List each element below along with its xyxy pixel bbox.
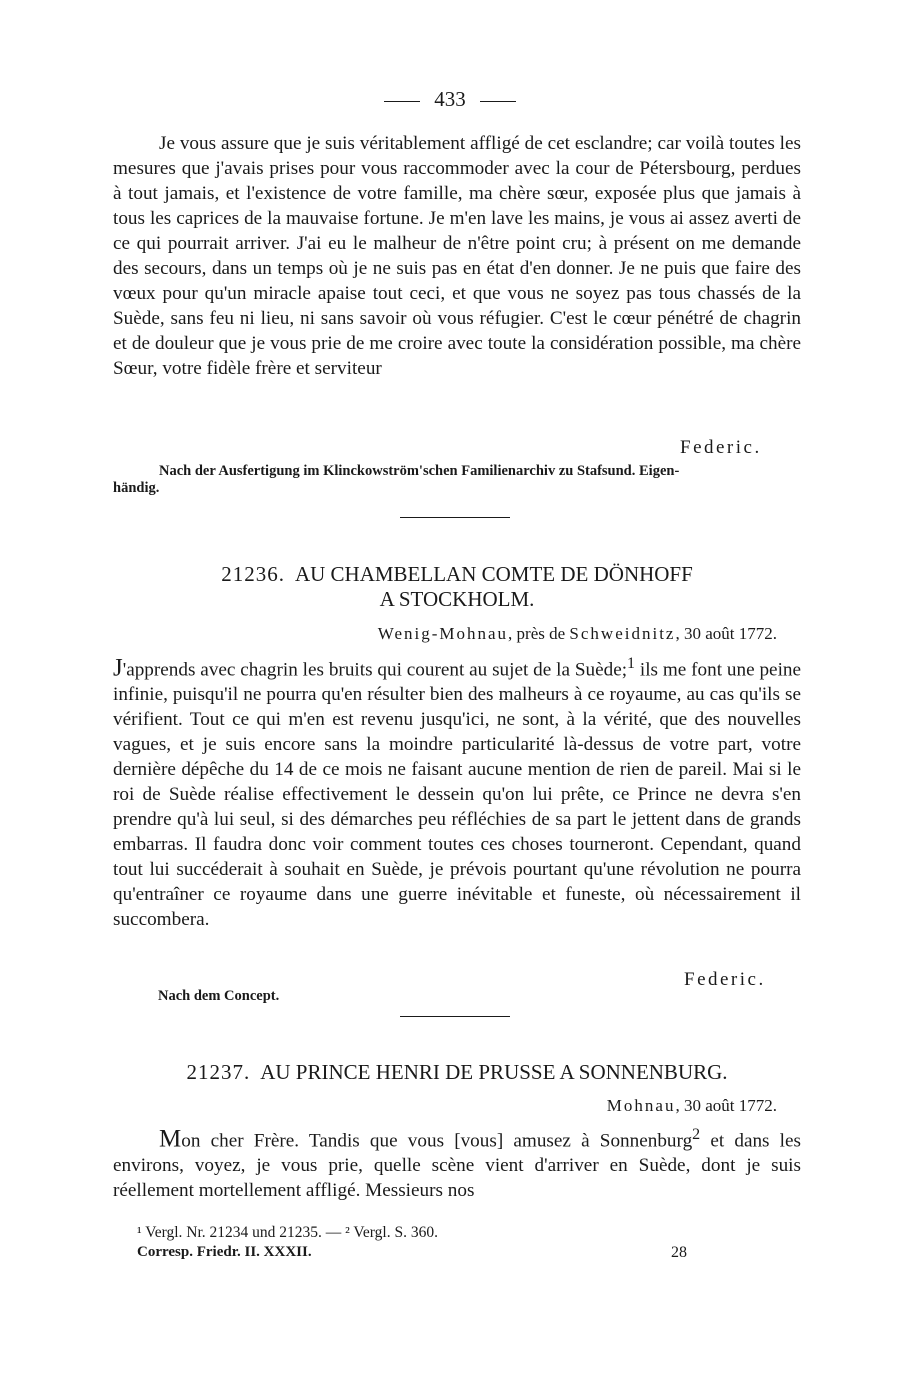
- page-number-dash-left: [384, 101, 420, 102]
- footnote-line: ¹ Vergl. Nr. 21234 und 21235. — ² Vergl. S. 360.: [137, 1224, 438, 1241]
- footnote-ref-1: 1: [627, 655, 636, 672]
- letter-21236-number: 21236.: [221, 562, 285, 586]
- letter-21237-dropcap: M: [159, 1125, 182, 1153]
- letter-21236-date: , 30 août 1772.: [675, 624, 777, 643]
- page-number: [0, 87, 900, 112]
- previous-letter-body: [113, 131, 801, 381]
- sheet-number: 28: [671, 1244, 687, 1261]
- letter-21236-text-start: 'apprends avec chagrin les bruits qui courent au sujet de la Suède;: [122, 659, 628, 681]
- letter-21237-recipient: AU PRINCE HENRI DE PRUSSE A SONNENBURG.: [260, 1060, 728, 1084]
- letter-21236-recipient: AU CHAMBELLAN COMTE DE DÖNHOFF: [294, 562, 693, 586]
- letter-21237-dateline: [113, 1096, 777, 1116]
- letter-21237-place: Mohnau: [606, 1096, 676, 1115]
- footnote-ref-2: 2: [692, 1126, 701, 1143]
- page-number-dash-right: [480, 101, 516, 102]
- separator-rule: [400, 517, 510, 518]
- letter-21237-body: [113, 1122, 801, 1203]
- letter-21237-text-start: on cher Frère. Tandis que vous [vous] amusez à Sonnenburg: [181, 1130, 693, 1152]
- letter-21236-heading: [113, 562, 801, 612]
- separator-rule: [400, 1016, 510, 1017]
- letter-21237-heading: [113, 1060, 801, 1085]
- collection-signature: Corresp. Friedr. II. XXXII.: [137, 1244, 312, 1260]
- previous-letter-source-note: [113, 463, 801, 497]
- source-note-line-2: händig.: [113, 480, 160, 496]
- letter-21236-body: [113, 651, 801, 932]
- letter-21237-text-rest: et dans les environs, voyez, je vous prie, quelle scène vient d'arriver en Suède, dont je suis réellement mortellement affligé. Messieurs nos: [113, 1130, 802, 1202]
- letter-21236-paragraph: [113, 651, 801, 932]
- letter-21236-heading-line-2: A STOCKHOLM.: [379, 587, 535, 611]
- letter-21236-heading-line-1: [113, 562, 801, 587]
- letter-21236-dropcap: J: [113, 654, 123, 682]
- letter-21236-place2: Schweidnitz: [569, 624, 676, 643]
- previous-letter-signature: Federic.: [680, 437, 762, 458]
- previous-letter-paragraph: Je vous assure que je suis véritablement affligé de cet esclandre; car voilà toutes les mesures que j'avais prises pour vous raccommoder avec la cour de Pétersbourg, perdues à tout jamais, et l'existence de votre famille, ma chère sœur, exposée plus que jamais à tous les caprices de la mauvaise fortune. Je m'en lave les mains, je vous ai assez averti de ce qui pourrait arriver. J'ai eu le malheur de n'être point cru; à présent on me demande des secours, dans un temps où je ne suis pas en état d'en donner. Je ne puis que faire des vœux pour qu'un miracle apaise tout ceci, et que vous ne soyez pas tous chassés de la Suède, sans feu ni lieu, ni sans savoir où vous réfugier. C'est le cœur pénétré de chagrin et de douleur que je vous prie de me croire avec toute la considération possible, ma chère Sœur, votre fidèle frère et serviteur: [113, 133, 801, 379]
- letter-21237-date: , 30 août 1772.: [675, 1096, 777, 1115]
- letter-21236-signature: Federic.: [684, 969, 766, 990]
- letter-21236-text-rest: ils me font une peine infinie, puisqu'il ne pourra qu'en résulter bien des malheurs à ce royaume, au cas qu'ils se vérifient. Tout ce qui m'en est revenu jusqu'ici, ne sont, à la vérité, que des nouvelles vagues, et je suis encore sans la moindre particularité là-dessus de votre part, votre dernière dépêche du 14 de ce mois ne faisant aucune mention de rien de pareil. Mai si le roi de Suède réalise effectivement le dessein qu'on lui prête, ce Prince ne devra s'en prendre qu'à lui seul, si des démarches peu réfléchies de sa part le jettent dans de grands embarras. Il faudra donc voir comment toutes ces choses tourneront. Cependant, quand tout lui succéderait à souhait en Suède, je prévois pourtant qu'une révolution ne pourra qu'entraîner ce royaume dans une guerre inévitable et funeste, où nécessairement il succombera.: [113, 659, 802, 931]
- letter-21236-place: Wenig-Mohnau: [377, 624, 509, 643]
- letter-21236-source-note: Nach dem Concept.: [158, 988, 280, 1004]
- page-number-text: 433: [434, 87, 466, 111]
- letter-21236-place-sep: , près de: [508, 624, 570, 643]
- letter-21237-paragraph: [113, 1122, 801, 1203]
- footnotes: [137, 1222, 438, 1244]
- letter-21236-dateline: [113, 624, 777, 644]
- source-note-line-1: Nach der Ausfertigung im Klinckowström'schen Familienarchiv zu Stafsund. Eigen-: [159, 463, 680, 479]
- letter-21237-number: 21237.: [186, 1060, 251, 1084]
